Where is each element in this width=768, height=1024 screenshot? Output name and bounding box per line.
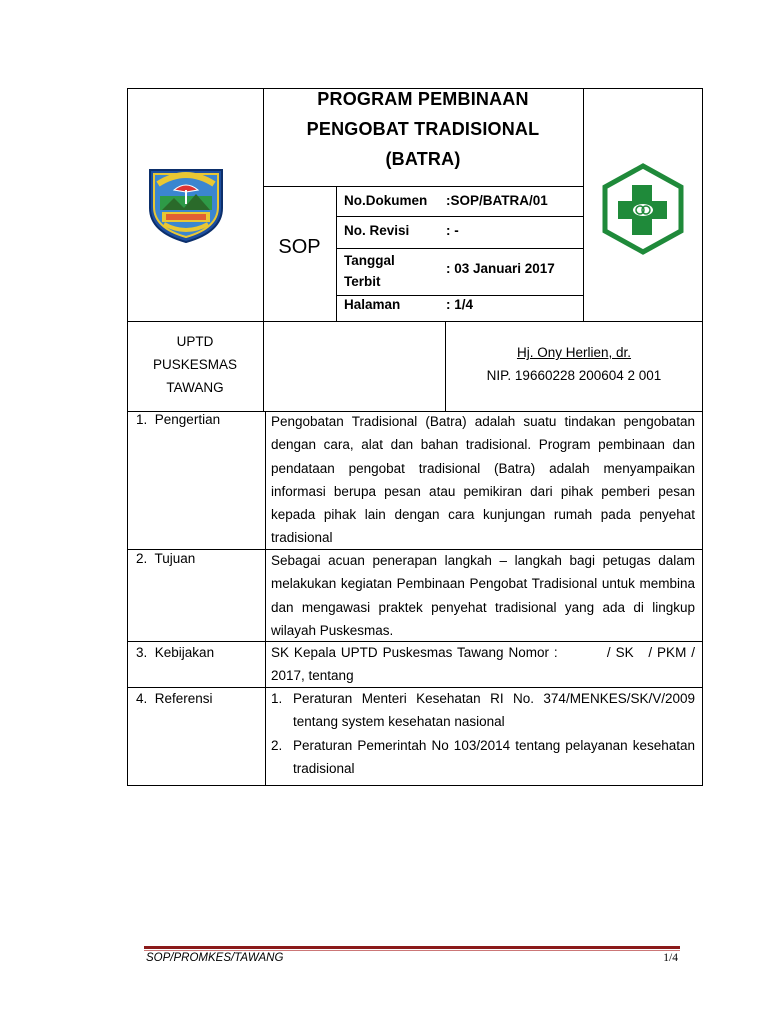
section-text-kebijakan: SK Kepala UPTD Puskesmas Tawang Nomor : / SK / PKM / 2017, tentang — [271, 645, 699, 684]
section-label-kebijakan: 3. Kebijakan — [136, 645, 215, 660]
meta-row-rule-3 — [336, 295, 583, 296]
sop-label: SOP — [278, 236, 321, 258]
section-label-referensi: 4. Referensi — [136, 691, 213, 706]
header-bottom-rule — [127, 321, 703, 322]
section-text-tujuan: Sebagai acuan penerapan langkah – langkah bagi petugas dalam melakukan kegiatan Pembinaan Pengobat Tradisional untuk membina dan mengawasi praktek penyehat tradisional yang ada di lingkup wilayah Puskesmas. — [271, 553, 695, 638]
puskesmas-cross-icon — [601, 163, 685, 255]
org-line-3: TAWANG — [166, 380, 224, 395]
table-left-border — [127, 88, 128, 786]
reference-item: 1. Peraturan Menteri Kesehatan RI No. 374/MENKES/SK/V/2009 tentang system kesehatan nasional — [271, 691, 695, 730]
meta-divider — [336, 186, 337, 321]
meta-value-no-revisi: : - — [446, 223, 459, 238]
org-line-2: PUSKESMAS — [152, 357, 238, 372]
title-line-2: PENGOBAT TRADISIONAL — [306, 119, 540, 139]
meta-value-no-dokumen: :SOP/BATRA/01 — [446, 193, 548, 208]
meta-label-tanggal-terbit: Tanggal Terbit — [344, 253, 395, 289]
footer-rule-thin — [144, 950, 680, 951]
table-bottom-border — [127, 785, 703, 786]
footer-rule — [144, 946, 680, 949]
section-label-pengertian: 1. Pengertian — [136, 412, 221, 427]
org-name — [127, 330, 263, 399]
title-line-1: PROGRAM PEMBINAAN — [317, 89, 529, 109]
org-divider-left — [263, 321, 264, 411]
meta-label-no-revisi: No. Revisi — [344, 223, 410, 238]
footer-page-number: 1/4 — [663, 952, 678, 964]
title-bottom-rule — [263, 186, 583, 187]
reference-list — [271, 687, 695, 780]
kota-tasikmalaya-seal-icon — [144, 160, 228, 244]
signatory-name: Hj. Ony Herlien, dr. — [516, 345, 632, 360]
meta-row-rule-2 — [336, 248, 583, 249]
table-right-border — [702, 88, 703, 786]
signatory-nip: NIP. 19660228 200604 2 001 — [486, 368, 662, 383]
section-text-pengertian: Pengobatan Tradisional (Batra) adalah suatu tindakan pengobatan dengan cara, alat dan bahan tradisional. Program pembinaan dan pendataan pengobat tradisional (Batra) adalah menyampaikan informasi berupa pesan atau pemikiran dari pihak pemberi pesan kepada pihak lain dengan cara kunjungan rumah pada penyehat tradisional — [271, 414, 695, 546]
section-label-tujuan: 2. Tujuan — [136, 551, 196, 566]
content-divider — [265, 411, 266, 786]
org-line-1: UPTD — [176, 334, 214, 349]
signatory-block — [445, 341, 703, 387]
meta-value-tanggal-terbit: : 03 Januari 2017 — [446, 261, 555, 276]
header-divider-right — [583, 88, 584, 321]
reference-item: 2. Peraturan Pemerintah No 103/2014 tentang pelayanan kesehatan tradisional — [271, 737, 695, 776]
footer-doc-code: SOP/PROMKES/TAWANG — [146, 952, 284, 964]
meta-value-halaman: : 1/4 — [446, 297, 474, 312]
meta-row-rule-1 — [336, 216, 583, 217]
title-line-3: (BATRA) — [385, 149, 461, 169]
meta-label-no-dokumen: No.Dokumen — [344, 193, 428, 208]
meta-label-halaman: Halaman — [344, 297, 401, 312]
document-title — [263, 84, 583, 174]
